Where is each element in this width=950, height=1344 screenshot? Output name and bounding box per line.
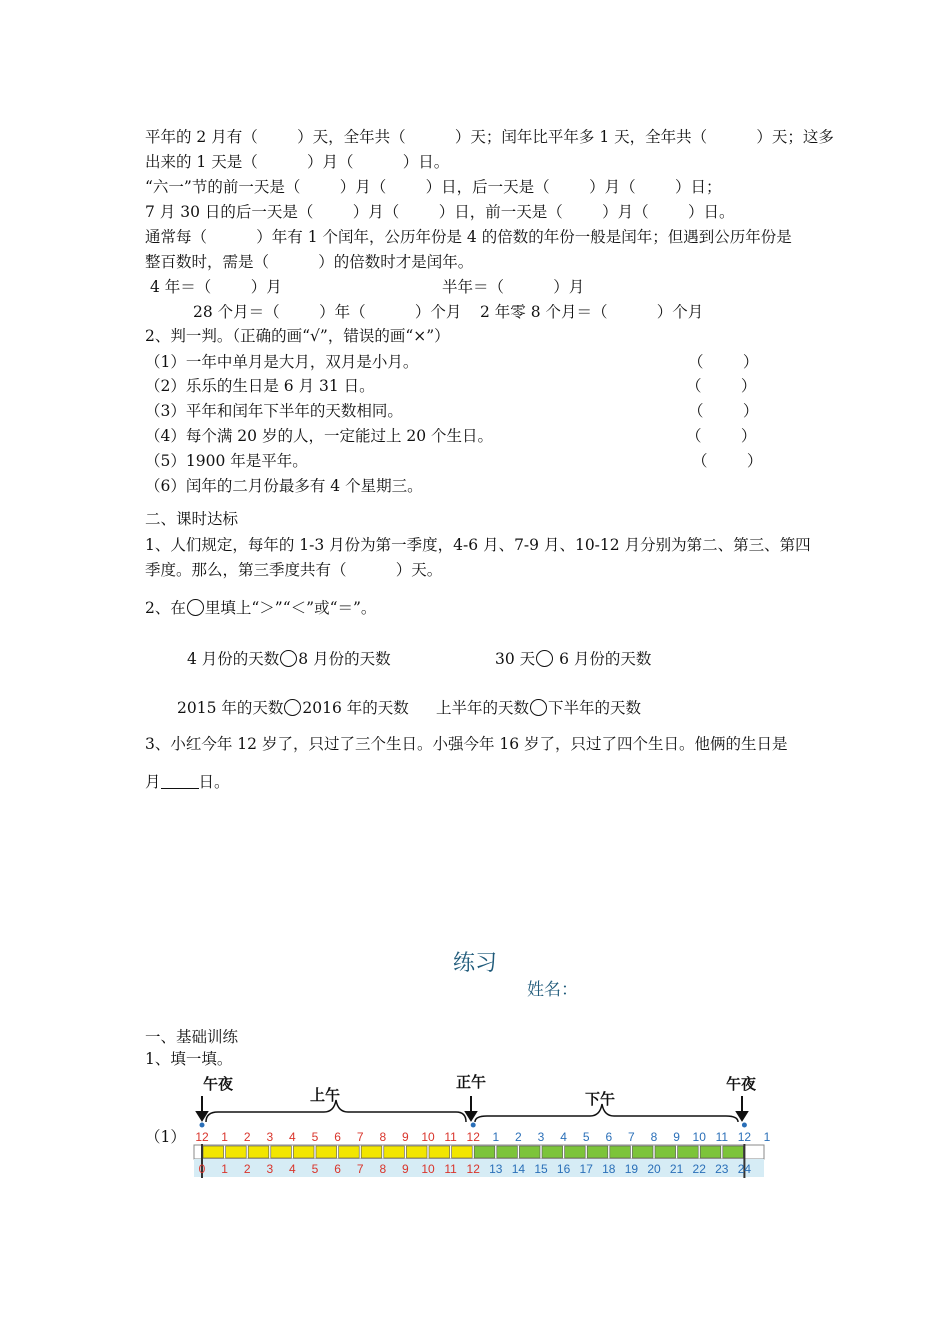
question-text: 1、填一填。: [145, 1050, 233, 1068]
conversion-text: 4 年＝（ ）月: [150, 278, 282, 296]
answer-paren: （ ）: [686, 427, 757, 445]
hour-number-24h: 3: [266, 1162, 274, 1176]
hour-number-12h: 11: [715, 1130, 729, 1144]
midnight-label: 午夜: [203, 1076, 234, 1093]
hour-segment: [632, 1146, 653, 1158]
circle-icon: [187, 599, 204, 616]
hour-number-24h: 20: [647, 1162, 661, 1176]
compare-right: 6 月份的天数: [554, 650, 652, 668]
hour-number-12h: 5: [311, 1130, 319, 1144]
hour-number-12h: 6: [605, 1130, 613, 1144]
judge-item: （3）平年和闰年下半年的天数相同。: [145, 402, 403, 420]
q2-suffix: 里填上“＞”“＜”或“＝”。: [204, 599, 377, 617]
hour-number-24h: 16: [556, 1162, 571, 1176]
hour-number-24h: 24: [737, 1162, 752, 1176]
hour-segment: [565, 1146, 586, 1158]
day-label: 日。: [198, 773, 230, 791]
hour-segment: [271, 1146, 292, 1158]
hour-number-12h: 12: [466, 1130, 480, 1144]
hour-segment: [226, 1146, 247, 1158]
hour-number-24h: 17: [579, 1162, 593, 1176]
down-arrow-icon: [197, 1112, 207, 1120]
compare-circle[interactable]: [280, 650, 297, 667]
marker-dot: [742, 1123, 747, 1128]
hour-number-12h: 8: [650, 1130, 658, 1144]
compare-item: [436, 698, 641, 718]
question-text: [145, 598, 376, 618]
hour-number-24h: 6: [334, 1162, 341, 1176]
hour-segment: [203, 1146, 224, 1158]
hour-segment: [655, 1146, 676, 1158]
hour-number-12h: 2: [515, 1130, 522, 1144]
name-label: 姓名：: [527, 980, 578, 1000]
hour-number-24h: 21: [669, 1162, 684, 1176]
morning-brace: [206, 1100, 466, 1122]
hour-segment: [361, 1146, 382, 1158]
hour-number-12h: 10: [421, 1130, 435, 1144]
text-line: “六一”节的前一天是（ ）月（ ）日，后一天是（ ）月（ ）日；: [145, 178, 722, 196]
hour-number-12h: 4: [289, 1130, 296, 1144]
hour-number-12h: 1: [763, 1130, 770, 1144]
compare-circle[interactable]: [284, 699, 301, 716]
hour-number-12h: 12: [737, 1130, 752, 1144]
hour-number-24h: 0: [198, 1162, 206, 1176]
hour-number-12h: 12: [195, 1130, 209, 1144]
hour-segment: [678, 1146, 699, 1158]
hour-segment: [452, 1146, 473, 1158]
noon-label: 正午: [456, 1074, 487, 1091]
compare-left: 2015 年的天数: [177, 699, 284, 717]
hour-segment: [723, 1146, 744, 1158]
compare-right: 下半年的天数: [548, 699, 642, 717]
text-line: 整百数时，需是（ ）的倍数时才是闰年。: [145, 253, 474, 271]
hour-segment: [316, 1146, 337, 1158]
hour-number-24h: 1: [221, 1162, 228, 1176]
judge-item: （1）一年中单月是大月，双月是小月。: [145, 353, 419, 371]
hour-number-12h: 1: [492, 1130, 500, 1144]
hour-number-24h: 7: [356, 1162, 364, 1176]
compare-right: 2016 年的天数: [302, 699, 409, 717]
compare-item: [187, 649, 391, 669]
hour-segment: [474, 1146, 495, 1158]
clock-timeline-diagram: [190, 1070, 770, 1182]
hour-segment: [384, 1146, 405, 1158]
text-line: 通常每（ ）年有 1 个闰年，公历年份是 4 的倍数的年份一般是闰年；但遇到公历年份是: [145, 228, 792, 246]
hour-number-24h: 5: [311, 1162, 319, 1176]
compare-left: 4 月份的天数: [187, 650, 280, 668]
hour-number-24h: 10: [421, 1162, 435, 1176]
marker-dot: [200, 1123, 205, 1128]
hour-number-24h: 14: [511, 1162, 526, 1176]
hour-segment: [610, 1146, 631, 1158]
afternoon-label: 下午: [585, 1091, 616, 1108]
hour-number-24h: 2: [243, 1162, 251, 1176]
text-line: 出来的 1 天是（ ）月（ ）日。: [145, 153, 450, 171]
hour-number-12h: 6: [334, 1130, 341, 1144]
question-text: 1、人们规定，每年的 1-3 月份为第一季度，4-6 月、7-9 月、10-12 月分别为第二、第三、第四: [145, 536, 811, 554]
compare-circle[interactable]: [536, 650, 553, 667]
hour-segment: [700, 1146, 721, 1158]
hour-number-12h: 8: [379, 1130, 387, 1144]
midnight-label: 午夜: [726, 1076, 757, 1093]
hour-number-24h: 22: [692, 1162, 706, 1176]
conversion-text: 28 个月＝（ ）年（ ）个月: [193, 303, 462, 321]
section-heading: 二、课时达标: [145, 510, 239, 528]
q2-prefix: 2、在: [145, 599, 186, 617]
hour-segment: [248, 1146, 269, 1158]
hour-number-12h: 5: [582, 1130, 590, 1144]
text-line: 平年的 2 月有（ ）天，全年共（ ）天；闰年比平年多 1 天，全年共（ ）天；这多: [145, 128, 834, 146]
hour-number-24h: 15: [534, 1162, 548, 1176]
question-text: [145, 772, 230, 792]
question-text: 季度。那么，第三季度共有（ ）天。: [145, 561, 443, 579]
hour-number-24h: 23: [715, 1162, 729, 1176]
answer-paren: （ ）: [686, 377, 757, 395]
hour-number-12h: 10: [692, 1130, 706, 1144]
hour-number-12h: 3: [537, 1130, 545, 1144]
compare-circle[interactable]: [530, 699, 547, 716]
answer-paren: （ ）: [688, 353, 759, 371]
compare-left: 30 天: [495, 650, 536, 668]
judge-item: （2）乐乐的生日是 6 月 31 日。: [145, 377, 375, 395]
answer-paren: （ ）: [692, 452, 763, 470]
hour-number-12h: 11: [444, 1130, 457, 1144]
hour-segment: [519, 1146, 540, 1158]
answer-paren: （ ）: [688, 402, 759, 420]
hour-segment: [542, 1146, 563, 1158]
compare-right: 8 月份的天数: [298, 650, 391, 668]
text-line: 7 月 30 日的后一天是（ ）月（ ）日，前一天是（ ）月（ ）日。: [145, 203, 735, 221]
judge-item: （6）闰年的二月份最多有 4 个星期三。: [145, 477, 423, 495]
compare-left: 上半年的天数: [436, 699, 530, 717]
hour-number-24h: 18: [602, 1162, 616, 1176]
hour-number-12h: 9: [673, 1130, 680, 1144]
hour-segment: [429, 1146, 450, 1158]
hour-segment: [587, 1146, 608, 1158]
page-title: 练习: [452, 951, 497, 976]
answer-blank[interactable]: [161, 774, 199, 789]
item-label: （1）: [145, 1128, 186, 1146]
hour-number-12h: 3: [266, 1130, 274, 1144]
hour-number-12h: 9: [402, 1130, 409, 1144]
compare-item: [177, 698, 409, 718]
question-text: 3、小红今年 12 岁了，只过了三个生日。小强今年 16 岁了，只过了四个生日。他俩的生日是: [145, 735, 788, 753]
hour-number-24h: 13: [489, 1162, 503, 1176]
marker-dot: [471, 1123, 476, 1128]
hour-segment: [339, 1146, 360, 1158]
month-label: 月: [145, 773, 161, 791]
hour-segment: [293, 1146, 314, 1158]
hour-number-24h: 19: [624, 1162, 639, 1176]
hour-number-24h: 8: [379, 1162, 387, 1176]
hour-number-12h: 2: [243, 1130, 251, 1144]
hour-number-24h: 12: [466, 1162, 480, 1176]
judge-heading: 2、判一判。（正确的画“√”，错误的画“×”）: [145, 327, 450, 345]
hour-number-12h: 7: [356, 1130, 364, 1144]
conversion-text: 2 年零 8 个月＝（ ）个月: [480, 303, 704, 321]
hour-segment: [497, 1146, 518, 1158]
judge-item: （5）1900 年是平年。: [145, 452, 308, 470]
down-arrow-icon: [466, 1112, 476, 1120]
judge-item: （4）每个满 20 岁的人，一定能过上 20 个生日。: [145, 427, 494, 445]
section-heading: 一、基础训练: [145, 1028, 239, 1046]
hour-number-12h: 7: [628, 1130, 635, 1144]
hour-number-24h: 11: [444, 1162, 457, 1176]
hour-segment: [406, 1146, 427, 1158]
compare-item: [495, 649, 651, 669]
down-arrow-icon: [737, 1112, 747, 1120]
hour-number-12h: 1: [221, 1130, 228, 1144]
hour-number-12h: 4: [560, 1130, 567, 1144]
morning-label: 上午: [310, 1087, 341, 1104]
hour-number-24h: 4: [289, 1162, 296, 1176]
conversion-text: 半年＝（ ）月: [442, 278, 585, 296]
hour-number-24h: 9: [402, 1162, 409, 1176]
